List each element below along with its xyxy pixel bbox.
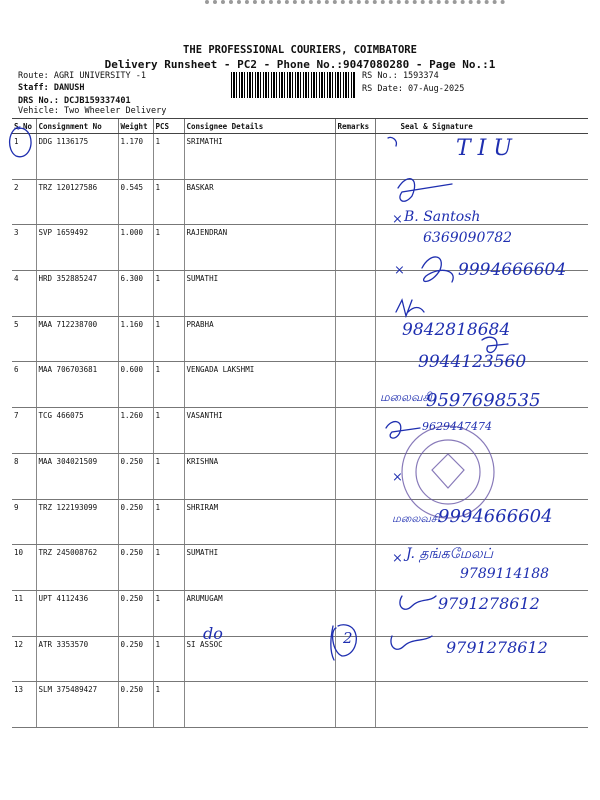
cell-sno: 7: [12, 408, 36, 454]
cell-sno: 1: [12, 134, 36, 180]
cell-pcs: 1: [153, 134, 184, 180]
cell-pcs: 1: [153, 682, 184, 728]
cell-consignment: SLM 375489427: [36, 682, 118, 728]
cell-sno: 9: [12, 499, 36, 545]
row13-consignee-ditto: do: [203, 624, 223, 643]
row12-signature-scribble: [400, 596, 436, 609]
row11-signature: J. தங்கமேலப்: [406, 546, 494, 562]
cell-consignment: MAA 706703681: [36, 362, 118, 408]
row5-signature-scribble: [396, 300, 424, 316]
row3-cross-mark: ×: [392, 212, 403, 227]
cell-weight: 0.600: [118, 362, 153, 408]
row13-phone: 9791278612: [446, 638, 548, 657]
cell-consignee: SRIMATHI: [184, 134, 335, 180]
col-consignment: Consignment No: [36, 119, 118, 134]
cell-pcs: 1: [153, 362, 184, 408]
cell-pcs: 1: [153, 271, 184, 317]
col-remarks: Remarks: [335, 119, 375, 134]
row10-phone: 9994666604: [438, 506, 553, 527]
cell-consignee: SUMATHI: [184, 271, 335, 317]
seal-emblem: [432, 454, 464, 488]
cell-sno: 13: [12, 682, 36, 728]
cell-pcs: 1: [153, 316, 184, 362]
col-consignee: Consignee Details: [184, 119, 335, 134]
row9-cross-mark: ×: [392, 470, 403, 485]
cell-consignment: TCG 466075: [36, 408, 118, 454]
cell-consignee: VASANTHI: [184, 408, 335, 454]
company-title: THE PROFESSIONAL COURIERS, COIMBATORE: [183, 44, 417, 56]
cell-weight: 0.250: [118, 636, 153, 682]
cell-consignment: ATR 3353570: [36, 636, 118, 682]
row8-signature-scribble: [386, 422, 420, 438]
cell-weight: 0.250: [118, 499, 153, 545]
row3-signature: B. Santosh: [404, 209, 481, 225]
cell-sno: 12: [12, 636, 36, 682]
cell-sno: 10: [12, 545, 36, 591]
cell-sno: 11: [12, 590, 36, 636]
cell-weight: 1.260: [118, 408, 153, 454]
row5-phone: 9842818684: [402, 320, 511, 340]
cell-pcs: 1: [153, 408, 184, 454]
row8-phone: 9629447474: [422, 420, 492, 433]
cell-consignment: TRZ 122193099: [36, 499, 118, 545]
cell-consignment: MAA 712238700: [36, 316, 118, 362]
row1-signature: T I U: [456, 136, 512, 161]
cell-weight: 6.300: [118, 271, 153, 317]
cell-pcs: 1: [153, 545, 184, 591]
cell-sno: 3: [12, 225, 36, 271]
cell-sno: 6: [12, 362, 36, 408]
cell-consignment: DDG 1136175: [36, 134, 118, 180]
cell-weight: 0.250: [118, 590, 153, 636]
cell-pcs: 1: [153, 225, 184, 271]
cell-sno: 4: [12, 271, 36, 317]
row6-phone: 9944123560: [418, 352, 527, 372]
row1-check-mark: [388, 137, 396, 146]
cell-consignment: TRZ 245008762: [36, 545, 118, 591]
row4-phone: 9994666604: [458, 260, 567, 280]
row10-signature-prefix: மலைவசி: [392, 512, 440, 525]
cell-weight: 0.545: [118, 179, 153, 225]
cell-consignment: MAA 304021509: [36, 453, 118, 499]
staff-label: Staff: DANUSH: [18, 83, 85, 93]
cell-consignee: SHRIRAM: [184, 499, 335, 545]
cell-consignee: KRISHNA: [184, 453, 335, 499]
col-pcs: PCS: [153, 119, 184, 134]
row13-signature-scribble: [391, 636, 432, 649]
cell-consignment: HRD 352885247: [36, 271, 118, 317]
seal-inner-ring: [416, 440, 480, 504]
row4-cross-mark: ×: [394, 263, 405, 278]
cell-weight: 0.250: [118, 682, 153, 728]
row13-remark: 2: [343, 629, 353, 647]
row11-cross-mark: ×: [392, 551, 403, 566]
row7-signature: மலைவசி: [380, 390, 432, 404]
cell-sno: 5: [12, 316, 36, 362]
row7-phone: 9597698535: [426, 390, 541, 411]
cell-weight: 0.250: [118, 545, 153, 591]
row12-phone: 9791278612: [438, 594, 540, 613]
col-seal-signature: Seal & Signature: [375, 119, 588, 134]
row4-signature-scribble: [422, 257, 453, 282]
cell-weight: 1.000: [118, 225, 153, 271]
route-label: Route: AGRI UNIVERSITY -1: [18, 71, 146, 81]
cell-consignee: ARUMUGAM: [184, 590, 335, 636]
cell-pcs: 1: [153, 636, 184, 682]
cell-pcs: 1: [153, 499, 184, 545]
cell-consignee: BASKAR: [184, 179, 335, 225]
cell-consignment: UPT 4112436: [36, 590, 118, 636]
rs-number: RS No.: 1593374: [362, 71, 439, 81]
runsheet-subtitle: Delivery Runsheet - PC2 - Phone No.:9047080280 - Page No.:1: [104, 58, 496, 71]
cell-weight: 1.170: [118, 134, 153, 180]
cell-weight: 1.160: [118, 316, 153, 362]
vehicle-label: Vehicle: Two Wheeler Delivery: [18, 106, 167, 116]
sno-circle-mark: [10, 127, 31, 157]
cell-consignment: SVP 1659492: [36, 225, 118, 271]
cell-weight: 0.250: [118, 453, 153, 499]
row11-phone: 9789114188: [460, 566, 550, 582]
col-weight: Weight: [118, 119, 153, 134]
rs-date: RS Date: 07-Aug-2025: [362, 84, 465, 94]
cell-consignee: VENGADA LAKSHMI: [184, 362, 335, 408]
seal-stamp: [402, 426, 494, 518]
row2-signature-scribble: [398, 179, 452, 202]
cell-pcs: 1: [153, 590, 184, 636]
cell-pcs: 1: [153, 179, 184, 225]
cell-consignee: PRABHA: [184, 316, 335, 362]
cell-pcs: 1: [153, 453, 184, 499]
cell-sno: 2: [12, 179, 36, 225]
cell-consignment: TRZ 120127586: [36, 179, 118, 225]
cell-consignee: RAJENDRAN: [184, 225, 335, 271]
drs-number: DRS No.: DCJB159337401: [18, 96, 131, 106]
cell-consignee: SUMATHI: [184, 545, 335, 591]
col-sno: S No: [12, 119, 36, 134]
row3-phone: 6369090782: [423, 230, 513, 246]
cell-sno: 8: [12, 453, 36, 499]
cell-consignee: SI ASSOC: [184, 636, 335, 682]
